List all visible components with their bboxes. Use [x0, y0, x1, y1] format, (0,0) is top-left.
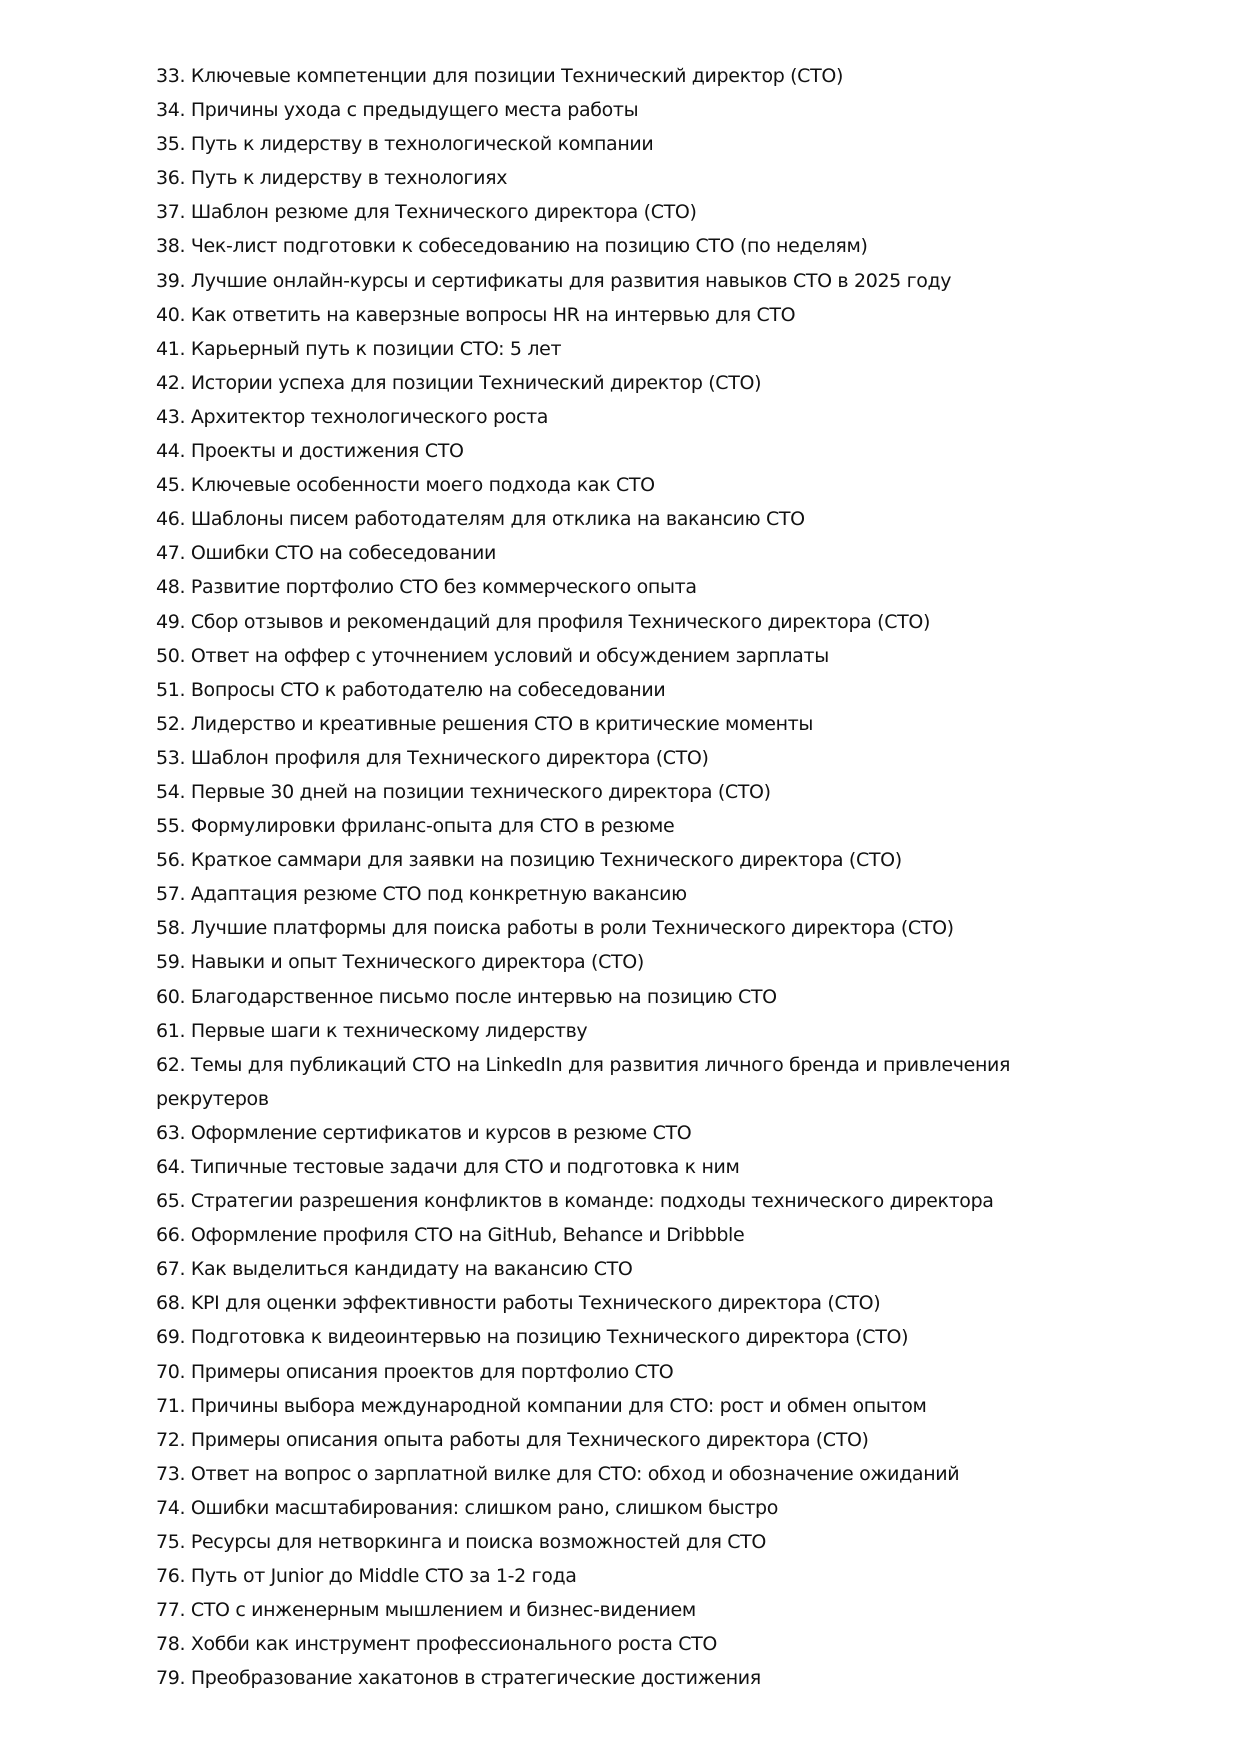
document-page	[156, 59, 1056, 1696]
list-item: 74. Ошибки масштабирования: слишком рано, слишком быстро	[156, 1496, 779, 1519]
topic-list	[156, 59, 1056, 1696]
list-item: 49. Сбор отзывов и рекомендаций для профиля Технического директора (CTO)	[156, 610, 931, 633]
list-item: 57. Адаптация резюме CTO под конкретную вакансию	[156, 883, 687, 906]
list-item: 77. CTO с инженерным мышлением и бизнес-видением	[156, 1599, 696, 1622]
list-item: 35. Путь к лидерству в технологической компании	[156, 133, 654, 156]
list-item: 33. Ключевые компетенции для позиции Технический директор (CTO)	[156, 65, 844, 87]
list-item: 45. Ключевые особенности моего подхода как CTO	[156, 474, 655, 497]
list-item: 78. Хобби как инструмент профессионального роста CTO	[156, 1633, 718, 1656]
list-item: 72. Примеры описания опыта работы для Технического директора (CTO)	[156, 1428, 869, 1451]
list-item: 76. Путь от Junior до Middle CTO за 1-2 года	[156, 1565, 577, 1588]
list-item: 67. Как выделиться кандидату на вакансию CTO	[156, 1258, 633, 1281]
list-item: 68. KPI для оценки эффективности работы Технического директора (CTO)	[156, 1292, 881, 1315]
list-item: 62. Темы для публикаций CTO на LinkedIn для развития личного бренда и привлечения рекрутеров	[156, 1053, 1011, 1110]
list-item: 46. Шаблоны писем работодателям для отклика на вакансию CTO	[156, 508, 805, 531]
list-item: 54. Первые 30 дней на позиции технического директора (CTO)	[156, 780, 771, 803]
list-item: 59. Навыки и опыт Технического директора (CTO)	[156, 951, 644, 974]
list-item: 55. Формулировки фриланс-опыта для CTO в резюме	[156, 815, 675, 838]
list-item: 71. Причины выбора международной компании для CTO: рост и обмен опытом	[156, 1394, 927, 1417]
list-item: 36. Путь к лидерству в технологиях	[156, 167, 508, 190]
list-item: 52. Лидерство и креативные решения CTO в критические моменты	[156, 712, 814, 735]
list-item: 48. Развитие портфолио CTO без коммерческого опыта	[156, 576, 697, 599]
list-item: 65. Стратегии разрешения конфликтов в команде: подходы технического директора	[156, 1190, 994, 1213]
list-item: 41. Карьерный путь к позиции CTO: 5 лет	[156, 337, 562, 360]
list-item: 61. Первые шаги к техническому лидерству	[156, 1019, 588, 1042]
list-item: 75. Ресурсы для нетворкинга и поиска возможностей для CTO	[156, 1531, 767, 1554]
list-item: 69. Подготовка к видеоинтервью на позицию Технического директора (CTO)	[156, 1326, 909, 1349]
list-item: 50. Ответ на оффер с уточнением условий и обсуждением зарплаты	[156, 644, 829, 667]
list-item: 56. Краткое саммари для заявки на позицию Технического директора (CTO)	[156, 849, 902, 872]
list-item: 43. Архитектор технологического роста	[156, 405, 549, 428]
list-item: 63. Оформление сертификатов и курсов в резюме CTO	[156, 1121, 692, 1144]
list-item: 73. Ответ на вопрос о зарплатной вилке для CTO: обход и обозначение ожиданий	[156, 1462, 960, 1485]
list-item: 34. Причины ухода с предыдущего места работы	[156, 99, 639, 122]
list-item: 58. Лучшие платформы для поиска работы в роли Технического директора (CTO)	[156, 917, 954, 940]
list-item: 42. Истории успеха для позиции Технический директор (CTO)	[156, 371, 762, 394]
list-item: 64. Типичные тестовые задачи для CTO и подготовка к ним	[156, 1156, 740, 1178]
list-item: 79. Преобразование хакатонов в стратегические достижения	[156, 1667, 761, 1690]
list-item: 44. Проекты и достижения CTO	[156, 440, 464, 463]
list-item: 37. Шаблон резюме для Технического директора (CTO)	[156, 201, 697, 224]
list-item: 38. Чек-лист подготовки к собеседованию на позицию CTO (по неделям)	[156, 235, 868, 258]
list-item: 40. Как ответить на каверзные вопросы HR на интервью для CTO	[156, 303, 796, 326]
list-item: 70. Примеры описания проектов для портфолио CTO	[156, 1360, 674, 1383]
list-item: 39. Лучшие онлайн-курсы и сертификаты для развития навыков CTO в 2025 году	[156, 269, 952, 292]
list-item: 53. Шаблон профиля для Технического директора (CTO)	[156, 746, 709, 769]
list-item: 66. Оформление профиля CTO на GitHub, Behance и Dribbble	[156, 1224, 745, 1247]
list-item: 60. Благодарственное письмо после интервью на позицию CTO	[156, 985, 777, 1008]
list-item: 47. Ошибки CTO на собеседовании	[156, 542, 496, 565]
list-item: 51. Вопросы CTO к работодателю на собеседовании	[156, 678, 666, 701]
